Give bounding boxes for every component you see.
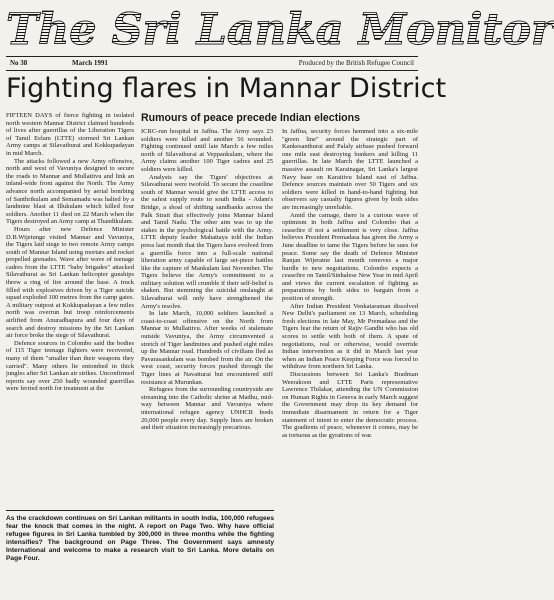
paragraph: Refugees from the surrounding countryside are streaming into the Catholic shrine at Madhu, mid-way between Mannar and Vavuniya where international refugee agency UNHCR feeds 20,000 people every day. Supply lines are broken and their situation increasingly precarious. [141, 386, 273, 432]
article-headline: Fighting flares in Mannar District [6, 73, 447, 104]
article-column-3 [282, 128, 418, 594]
article-column-2 [141, 128, 273, 554]
editor-note-text: As the crackdown continues on Sri Lankan militants in south India, 100,000 refugees fear the knock that comes in the night. A report on Page Two. Why have official refugee figures in Sri Lanka tumbled by 300,000 in three months while the fighting intensifies? The background on Page Three. The Government says amnesty International and welcome to make a research visit to Sri Lanka. More details on Page Four. [6, 515, 274, 562]
masthead-text: The Sri Lanka Monitor [6, 5, 554, 55]
article-column-1 [6, 112, 134, 504]
paragraph: Analysts say the Tigers' objectives at Silavathurai were twofold. To secure the coastline south of Mannar would give the LTTE access to the safest supply route to south India - Adam's Bridge, a shoal of shifting sandbanks across the Palk Strait that effectively joins Mannar Island and Tamil Nadu. The other aim was to up the stakes in the psychological battle with the Army. LTTE deputy leader Mahattaya told the Indian press last month that the Tigers have evolved from a guerrilla force into a full-scale national liberation army capable of large set-piece battles like the capture of Mankulam last November. The Tigers believe the Army's commitment to a military solution will crumble if their self-belief is shaken. But stemming the suicidal onslaught at Silavathurai will only have strengthened the Army's resolve. [141, 173, 273, 310]
issue-number: No 38 [10, 59, 28, 67]
paragraph: Amid the carnage, there is a curious wave of optimism in both Jaffna and Colombo that a ceasefire if not a settlement is very close. Jaffna believes President Premadasa has given the Army a June deadline to tame the Tigers before he sues for peace. Some say the death of Defence Minister Ranjan Wijeratne last month removes a major hurdle to new negotiations. Colombo expects a ceasefire on Tamil/Sinhalese New Year in mid April and views the current escalation of fighting as preparations by both sides to bargain from a position of strength. [282, 211, 418, 303]
paragraph: Hours after new Defence Minister D.B.Wijetunge visited Mannar and Vavuniya, the Tigers laid siege to two remote Army camps south of Mannar Island using mortars and rocket propelled grenades. Wave after wave of teenage cadres from the LTTE "baby brigades" attacked Silavathurai as Sri Lankan helicopter gunships threw a ring of fire around the base. A truck filled with explosives driven by a Tiger suicide squad exploded 100 metres from the camp gates. A military outpost at Kokkupadayan a few miles north was overrun but troop reinforcements airlifted from Anuradhapura and four days of search and destroy missions by the Sri Lankan air force broke the siege of Silavathurai. [6, 225, 134, 340]
article-subheading: Rumours of peace precede Indian elections [141, 112, 360, 124]
paragraph: FIFTEEN DAYS of fierce fighting in isolated north western Mannar District claimed hundreds of lives after guerrillas of the Liberation Tigers of Tamil Eelam (LTTE) stormed Sri Lankan Army camps at Silavathurai and Kokkupadayan in mid March. [6, 112, 134, 157]
paragraph: Discussions between Sri Lanka's Bradman Weerakoon and LTTE Paris representative Lawrence Thilakar, attending the UN Commission on Human Rights in Geneva in early March suggest the Government may drop its key demand for immediate disarmament in return for a Tiger statement of intent to enter the democratic process. The gradients of peace, whenever it comes, may be as tortuous as the gyrations of war. [282, 371, 418, 439]
paragraph: The attacks followed a new Army offensive, north and west of Vavuniya designed to secure the roads to Mannar and Mullaitivu and link an inland-wide front against the North. The Army advance north accompanied by aerial bombing of Santhrikulam and Semamadu was halted by a landmine blast at Illukulam which killed four soldiers. Another 11 died on 22 March when the Tigers destroyed an Army camp at Thandikulam. [6, 157, 134, 226]
producer-credit: Produced by the British Refugee Council [298, 59, 414, 67]
masthead-title [6, 5, 554, 55]
paragraph: After Indian President Venkataraman dissolved New Delhi's parliament on 13 March, scheduling fresh elections in late May, Mr Premadasa and the Tigers fear the return of Rajiv Gandhi who has old scores to settle with both of them. A spate of negotiations, real or otherwise, would override Indian intervention as it did in March last year when an Indian Peace Keeping Force was forced to withdraw from northern Sri Lanka. [282, 302, 418, 371]
editor-note-box [6, 510, 274, 596]
paragraph: ICRC-run hospital in Jaffna. The Army says 23 soldiers were killed and another 56 wounded. Fighting continued until late March a few miles north of Silavathurai at Veppankulam, where the Army claims another 100 Tiger cadres and 25 soldiers were killed. [141, 128, 273, 173]
issue-date: March 1991 [72, 59, 108, 67]
paragraph: In Jaffna, security forces hemmed into a six-mile "green line" around the strategic part of Kankesanthurai and Palaly airbase pushed forward one mile east destroying bunkers and killing 11 guerrillas. In late March the LTTE launched a massive assault on Karainagar, Sri Lanka's largest Navy base on Karaitivu Island east of Jaffna. Defence sources maintain over 50 Tigers and six soldiers were killed in hand-to-hand fighting but observers say casualty figures given by both sides are increasingly unreliable. [282, 128, 418, 211]
paragraph: Defence sources in Colombo said the bodies of 115 Tiger teenage fighters were recovered, many of them "smaller than their weapons they carried". Many others lie entombed in thick jungles after Sri Lankan air strikes. Unconfirmed reports say over 250 badly wounded guerrillas were ferried north for treatment at the [6, 339, 134, 393]
paragraph: In late March, 10,000 soldiers launched a coast-to-coast offensive on the North from Mannar to Mullaitivu. After weeks of stalemate outside Vavuniya, the Army circumvented a stretch of Tiger landmines and pushed eight miles up the Mannar road. Hundreds of civilians fled as Pavarasankulam was bombed from the air. On the west coast, security forces pushed through the Tiger lines at Navatturai but encountered stiff resistance at Murunkan. [141, 310, 273, 386]
issue-bar [6, 56, 418, 71]
